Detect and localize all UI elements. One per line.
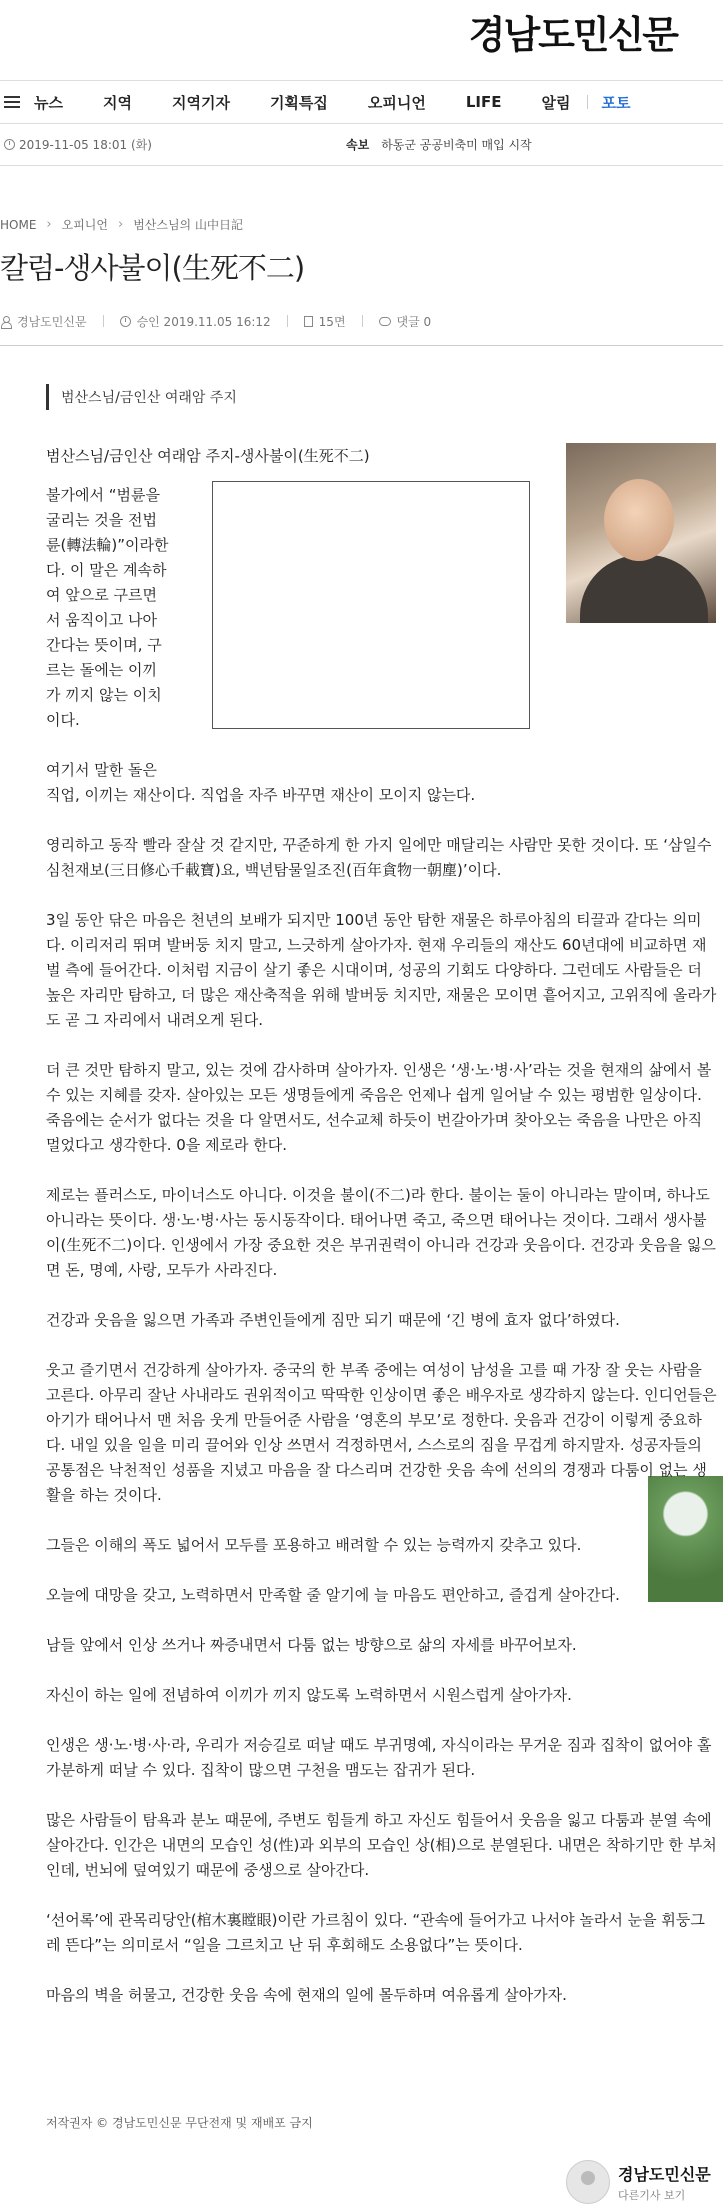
page-number: 15면 — [318, 314, 346, 329]
breaking-label: 속보 — [346, 138, 370, 152]
breadcrumb — [0, 216, 243, 233]
more-articles-link[interactable]: 다른기사 보기 — [618, 2188, 686, 2202]
paragraph: 그들은 이해의 폭도 넓어서 모두를 포용하고 배려할 수 있는 능력까지 갖추고 있다. — [46, 1536, 582, 1554]
comment-count: 댓글 0 — [396, 314, 432, 329]
paragraph: 많은 사람들이 탐욕과 분노 때문에, 주변도 힘들게 하고 자신도 힘들어서 웃음을 잃고 다툼과 분열 속에 살아간다. 인간은 내면의 모습인 성(性)과 외부의 모습인 상(相)으로 분열된다. 내면은 착하기만 한 부처인데, 번뇌에 덮여있기 때문에 중생으로 살아간다. — [46, 1811, 717, 1879]
chevron-right-icon: › — [46, 217, 52, 232]
hamburger-menu-icon[interactable] — [4, 96, 26, 108]
nav-item-opinion[interactable]: 오피니언 — [367, 93, 426, 112]
wrapped-line: 르는 돌에는 이끼 — [46, 661, 157, 679]
main-nav — [0, 80, 723, 124]
meta-pages — [304, 313, 346, 330]
page-icon — [304, 316, 313, 327]
paragraph: 제로는 플러스도, 마이너스도 아니다. 이것을 불이(不二)라 한다. 불이는 둘이 아니라는 말이며, 하나도 아니라는 뜻이다. 생·노·병·사는 동시동작이다. 태어나면 죽고, 죽으면 태어나는 것이다. 그래서 생사불이(生死不二)이다. 인생에서 가장 중요한 것은 부귀권력이 아니라 건강과 웃음이다. 건강과 웃음을 잃으면 돈, 명예, 사랑, 모두가 사라진다. — [46, 1186, 716, 1279]
reporter-card[interactable] — [566, 2160, 711, 2204]
meta-approved — [120, 313, 271, 330]
nav-menu — [34, 92, 670, 113]
paragraph: 남들 앞에서 인상 쓰거나 짜증내면서 다툼 없는 방향으로 삶의 자세를 바꾸어보자. — [46, 1636, 577, 1654]
wrapped-line: 가 끼지 않는 이치 — [46, 686, 162, 704]
breadcrumb-column[interactable]: 범산스님의 山中日記 — [133, 218, 243, 232]
paragraph: 3일 동안 닦은 마음은 천년의 보배가 되지만 100년 동안 탐한 재물은 하루아침의 티끌과 같다는 의미다. 이리저리 뛰며 발버둥 치지 말고, 느긋하게 살아가자. 현재 우리들의 재산도 60년대에 비교하면 재벌 측에 들어간다. 이처럼 지금이 살기 좋은 시대이며, 성공의 기회도 다양하다. 그런데도 사람들은 더 높은 자리만 탐하고, 더 많은 재산축적을 위해 발버둥 치지만, 재물은 모이면 흩어지고, 고위직에 올라가도 곧 그 자리에서 내려오게 된다. — [46, 911, 717, 1029]
breaking-text[interactable]: 하동군 공공비축미 매입 시작 — [381, 138, 532, 152]
wrapped-line: 굴리는 것을 전법 — [46, 511, 157, 529]
breaking-news[interactable] — [346, 136, 532, 153]
paragraph: 오늘에 대망을 갖고, 노력하면서 만족할 줄 알기에 늘 마음도 편안하고, 즐겁게 살아간다. — [46, 1586, 620, 1604]
paragraph: 여기서 말한 돌은 직업, 이끼는 재산이다. 직업을 자주 바꾸면 재산이 모이지 않는다. — [46, 761, 476, 804]
date-text: 2019-11-05 18:01 (화) — [19, 138, 152, 152]
avatar — [566, 2160, 610, 2204]
paragraph: ‘선어록’에 관목리당안(棺木裏瞠眼)이란 가르침이 있다. “관속에 들어가고 나서야 놀라서 눈을 휘둥그레 뜬다”는 의미로서 “일을 그르치고 난 뒤 후회해도 소용없다”는 뜻이다. — [46, 1911, 705, 1954]
paragraph: 인생은 생·노·병·사·라, 우리가 저승길로 떠날 때도 부귀명예, 자식이라는 무거운 짐과 집착이 없어야 홀가분하게 떠날 수 있다. 집착이 많으면 구천을 맴도는 잡귀가 된다. — [46, 1736, 712, 1779]
user-icon — [0, 316, 11, 327]
article-first-line: 범산스님/금인산 여래암 주지-생사불이(生死不二) — [46, 447, 370, 465]
meta-comments[interactable] — [379, 313, 432, 330]
author-name: 경남도민신문 — [17, 314, 87, 329]
paragraph: 마음의 벽을 허물고, 건강한 웃음 속에 현재의 일에 몰두하며 여유롭게 살아가자. — [46, 1986, 567, 2004]
copyright-notice: 저작권자 © 경남도민신문 무단전재 및 재배포 금지 — [46, 2116, 313, 2130]
wrapped-line: 서 움직이고 나아 — [46, 611, 157, 629]
meta-author[interactable] — [0, 313, 87, 330]
nav-item-region-reporter[interactable]: 지역기자 — [171, 93, 230, 112]
wrapped-line: 륜(轉法輪)”이라한 — [46, 536, 169, 554]
info-bar — [0, 124, 723, 166]
wrapped-line: 불가에서 “범륜을 — [46, 486, 160, 504]
breadcrumb-home[interactable]: HOME — [0, 217, 37, 232]
paragraph: 더 큰 것만 탐하지 말고, 있는 것에 감사하며 살아가자. 인생은 ‘생·노·병·사’라는 것을 현재의 삶에서 볼 수 있는 지혜를 갖자. 살아있는 모든 생명들에게 죽음은 언제나 쉽게 일어날 수 있는 평범한 일상이다. 죽음에는 순서가 없다는 것을 다 알면서도, 선수교체 하듯이 번갈아가며 찾아오는 죽음을 나만은 아직 멀었다고 생각한다. 0을 제로라 한다. — [46, 1061, 712, 1154]
meta-divider — [103, 315, 104, 327]
approved-date: 승인 2019.11.05 16:12 — [136, 314, 271, 329]
nav-item-region[interactable]: 지역 — [102, 93, 132, 112]
site-logo[interactable]: 경남도민신문 — [468, 13, 677, 57]
wrapped-line: 다. 이 말은 계속하 — [46, 561, 167, 579]
divider-line — [0, 345, 723, 346]
paragraph: 건강과 웃음을 잃으면 가족과 주변인들에게 짐만 되기 때문에 ‘긴 병에 효자 없다’하였다. — [46, 1311, 620, 1329]
breadcrumb-opinion[interactable]: 오피니언 — [61, 218, 108, 232]
nav-item-notice[interactable]: 알림 — [541, 93, 571, 112]
meta-divider — [362, 315, 363, 327]
masthead — [0, 0, 723, 70]
current-date — [4, 136, 152, 153]
article-title: 칼럼-생사불이(生死不二) — [0, 251, 305, 285]
article-meta — [0, 306, 723, 336]
nav-separator — [587, 95, 588, 109]
clock-icon — [120, 316, 131, 327]
wrapped-line: 간다는 뜻이며, 구 — [46, 636, 162, 654]
reporter-name: 경남도민신문 — [618, 2164, 711, 2184]
comment-icon — [379, 317, 391, 326]
nav-item-photo[interactable]: 포토 — [601, 93, 631, 112]
article-body — [46, 444, 718, 2033]
byline-box: 범산스님/금인산 여래암 주지 — [46, 384, 237, 410]
nav-item-life[interactable]: LIFE — [465, 93, 502, 111]
wrapped-line: 이다. — [46, 711, 80, 729]
nav-item-news[interactable]: 뉴스 — [34, 93, 63, 112]
paragraph: 영리하고 동작 빨라 잘살 것 같지만, 꾸준하게 한 가지 일에만 매달리는 사람만 못한 것이다. 또 ‘삼일수심천재보(三日修心千載寶)요, 백년탐물일조진(百年貪物一朝塵)’이다. — [46, 836, 712, 879]
paragraph: 웃고 즐기면서 건강하게 살아가자. 중국의 한 부족 중에는 여성이 남성을 고를 때 가장 잘 웃는 사람을 고른다. 아무리 잘난 사내라도 권위적이고 딱딱한 인상이면 좋은 배우자로 생각하지 않는다. 인디언들은 아기가 태어나서 맨 처음 웃게 만들어준 사람을 ‘영혼의 부모’로 정한다. 웃음과 건강이 이렇게 중요하다. 내일 있을 일을 미리 끌어와 인상 쓰면서 걱정하면서, 스스로의 짐을 무겁게 하지말자. 성공자들의 공통점은 낙천적인 성품을 지녔고 마음을 잘 다스리며 건강한 웃음 속에 선의의 경쟁과 다툼이 없는 생활을 하는 것이다. — [46, 1361, 717, 1504]
wrapped-paragraph — [46, 483, 191, 733]
chevron-right-icon: › — [117, 217, 124, 232]
wrapped-line: 여 앞으로 구르면 — [46, 586, 157, 604]
clock-icon — [4, 139, 15, 150]
paragraph: 자신이 하는 일에 전념하여 이끼가 끼지 않도록 노력하면서 시원스럽게 살아가자. — [46, 1686, 572, 1704]
meta-divider — [287, 315, 288, 327]
nav-item-special[interactable]: 기획특집 — [269, 93, 328, 112]
